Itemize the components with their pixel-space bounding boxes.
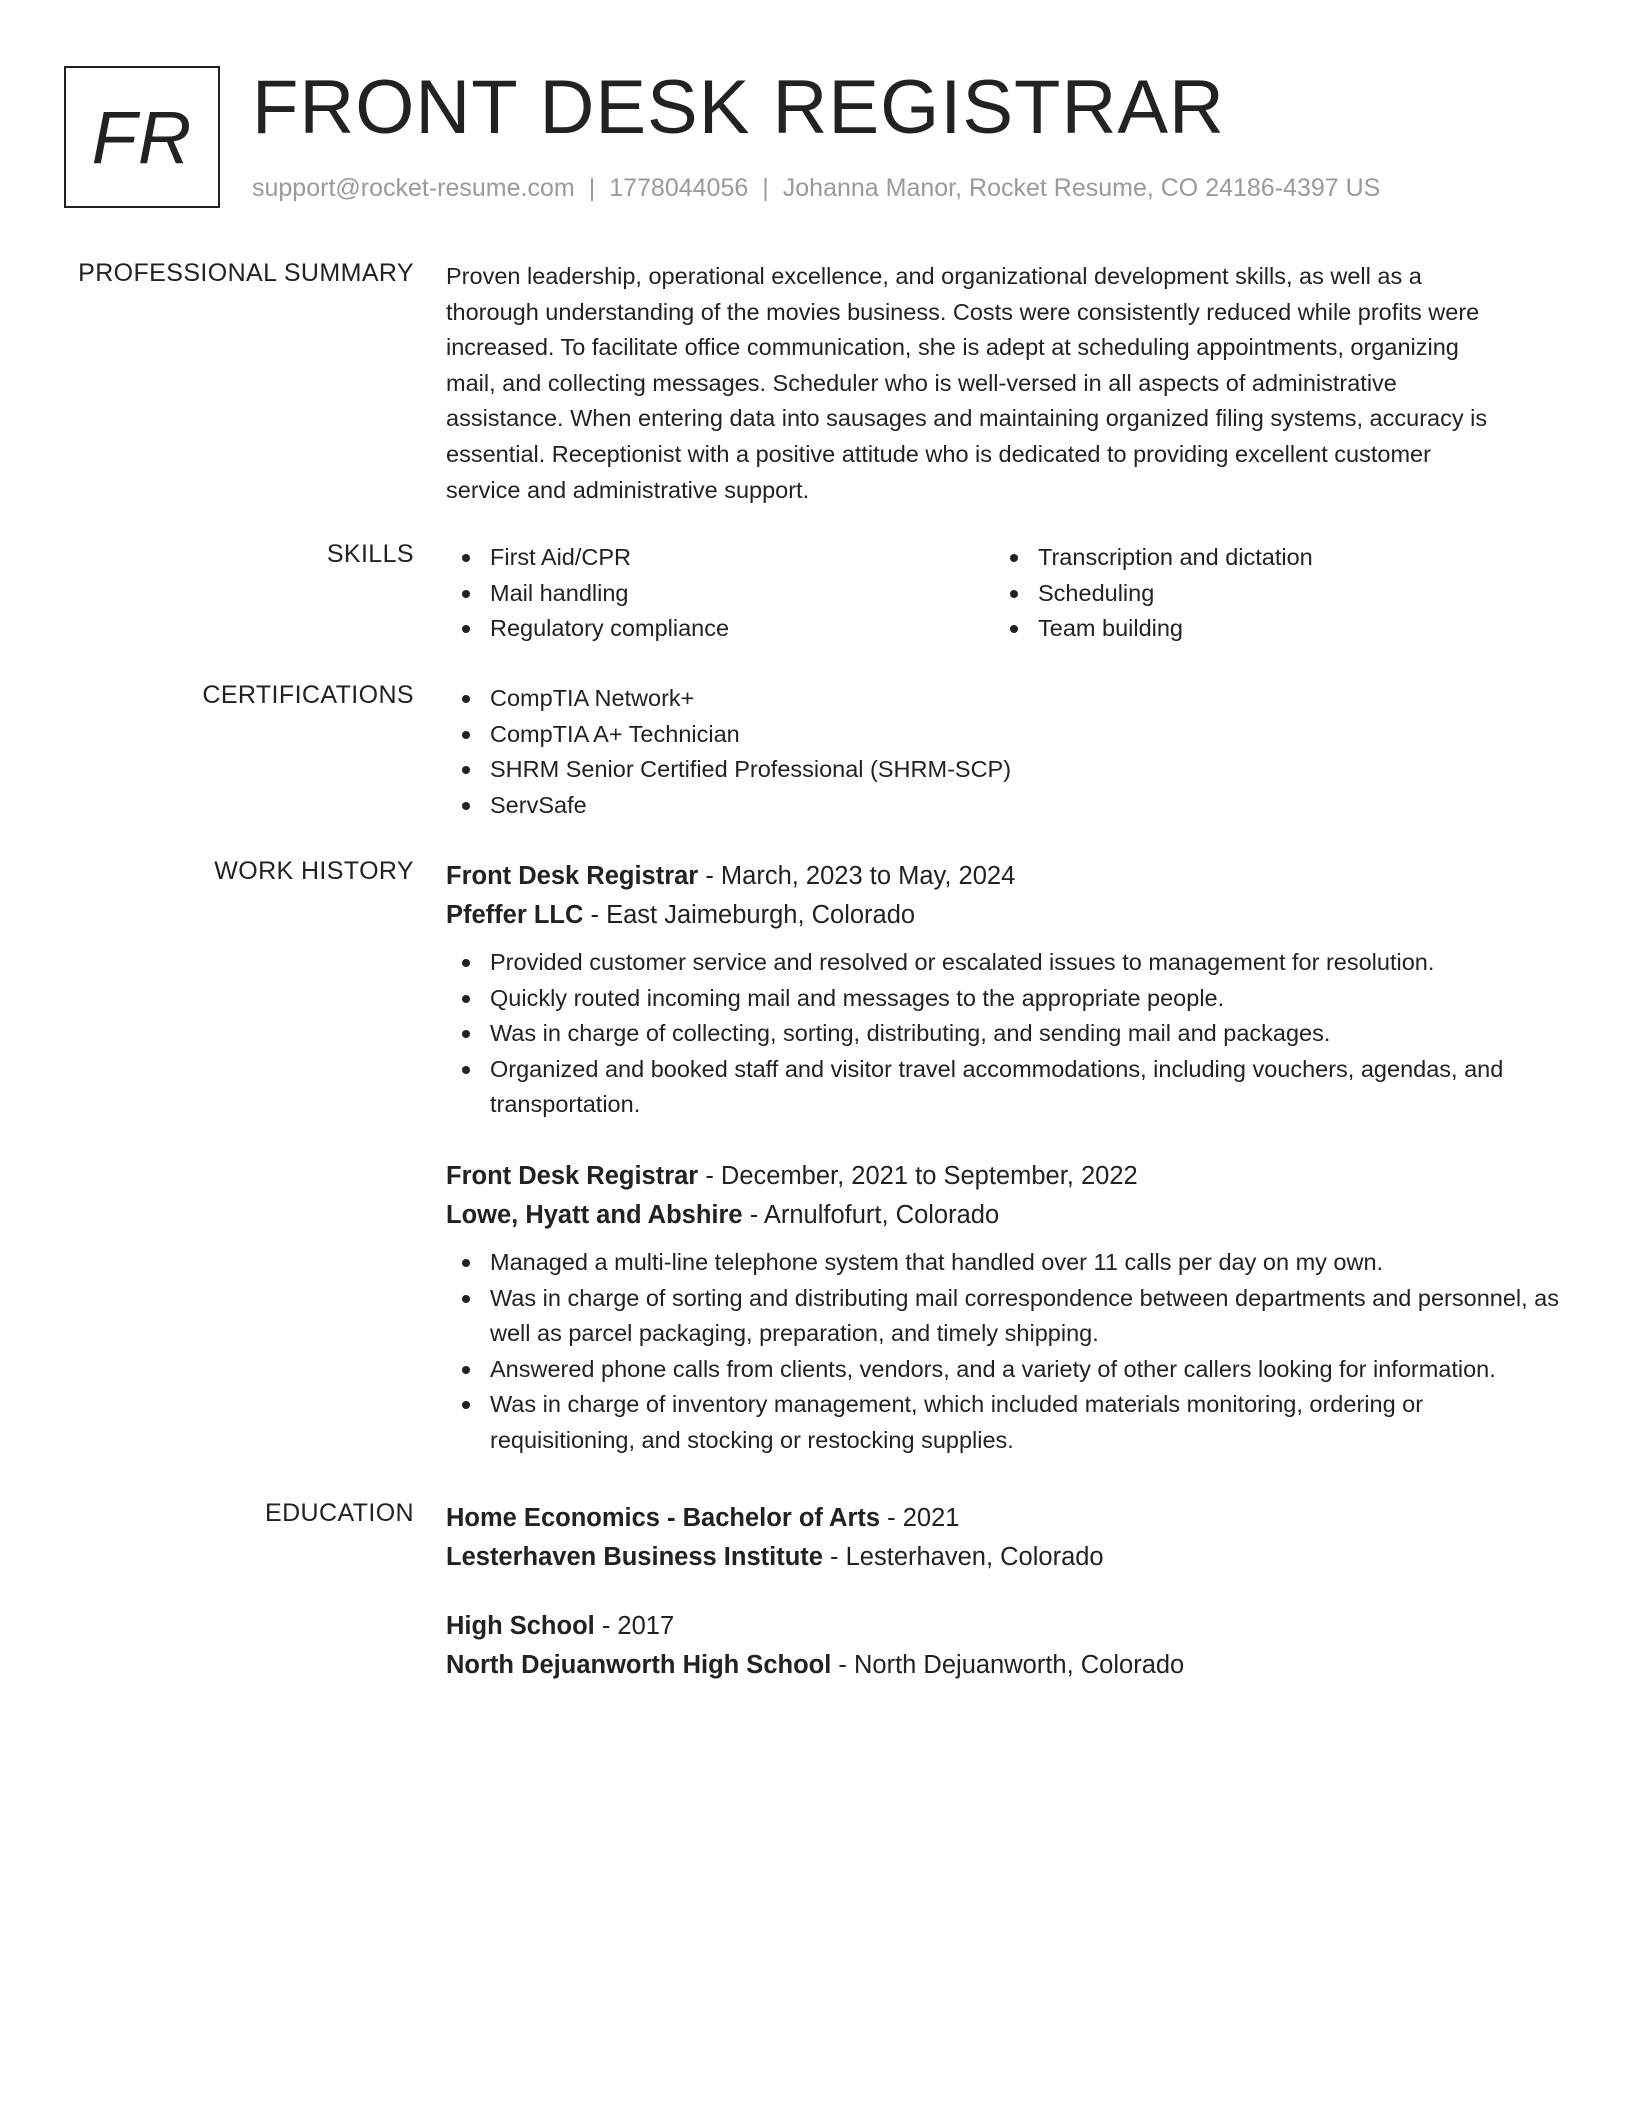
job-duty: Provided customer service and resolved or escalated issues to management for resolution. — [446, 945, 1566, 981]
contact-address: Johanna Manor, Rocket Resume, CO 24186-4397 US — [782, 174, 1381, 202]
page-title: FRONT DESK REGISTRAR — [252, 65, 1225, 150]
education-school-line — [446, 1538, 1566, 1577]
certification-item: SHRM Senior Certified Professional (SHRM-SCP) — [446, 752, 1566, 788]
certification-item: CompTIA A+ Technician — [446, 717, 1566, 753]
education-location: - Lesterhaven, Colorado — [822, 1543, 1104, 1571]
summary-line: thorough understanding of the movies business. Costs were consistently reduced while profits were — [446, 298, 1480, 325]
skills-column-left — [446, 540, 994, 647]
work-history-list — [446, 857, 1566, 1459]
summary-line: assistance. When entering data into sausages and maintaining organized filing systems, accuracy is — [446, 405, 1488, 432]
job-duty: Managed a multi-line telephone system that handled over 11 calls per day on my own. — [446, 1245, 1566, 1281]
section-heading-skills: SKILLS — [326, 540, 414, 568]
skills-column-right — [994, 540, 1542, 647]
summary-line: mail, and collecting messages. Scheduler who is well-versed in all aspects of administrative — [446, 369, 1397, 396]
job-title: Front Desk Registrar — [446, 862, 699, 890]
job-title-line — [446, 857, 1566, 896]
education-list — [446, 1499, 1566, 1685]
section-heading-summary: PROFESSIONAL SUMMARY — [78, 259, 414, 287]
contact-line — [252, 174, 1380, 203]
summary-line: increased. To facilitate office communication, she is adept at scheduling appointments, organizing — [446, 334, 1459, 361]
job-company-line — [446, 896, 1566, 935]
education-degree: High School — [446, 1612, 595, 1640]
education-degree: Home Economics - Bachelor of Arts — [446, 1504, 881, 1532]
contact-phone[interactable]: 1778044056 — [609, 174, 749, 202]
skills-list — [446, 540, 1566, 647]
job-title: Front Desk Registrar — [446, 1161, 699, 1190]
skill-item: Scheduling — [994, 576, 1542, 612]
contact-separator: | — [762, 174, 769, 202]
education-degree-line — [446, 1607, 1566, 1646]
job-location: - Arnulfofurt, Colorado — [742, 1200, 1000, 1229]
resume-header — [64, 66, 1568, 208]
section-heading-work-history: WORK HISTORY — [214, 857, 414, 885]
job-company-line — [446, 1196, 1566, 1235]
job-dates: - December, 2021 to September, 2022 — [698, 1161, 1138, 1190]
education-degree-line — [446, 1499, 1566, 1538]
contact-separator: | — [588, 174, 596, 202]
skill-item: Transcription and dictation — [994, 540, 1542, 576]
job-duties — [446, 1245, 1566, 1459]
skill-item: First Aid/CPR — [446, 540, 994, 576]
education-school: North Dejuanworth High School — [446, 1651, 832, 1679]
job-company: Lowe, Hyatt and Abshire — [446, 1200, 743, 1229]
job-entry — [446, 1157, 1566, 1459]
job-duty: Was in charge of sorting and distributing mail correspondence between departments and personnel, as well as parcel packaging, preparation, and timely shipping. — [446, 1281, 1566, 1352]
job-duty: Answered phone calls from clients, vendors, and a variety of other callers looking for information. — [446, 1352, 1566, 1388]
job-duties — [446, 945, 1566, 1123]
education-year: - 2017 — [594, 1612, 675, 1640]
summary-line: Proven leadership, operational excellence, and organizational development skills, as well as a — [446, 263, 1422, 289]
education-entry — [446, 1499, 1566, 1577]
job-location: - East Jaimeburgh, Colorado — [583, 901, 916, 929]
job-duty: Quickly routed incoming mail and messages to the appropriate people. — [446, 981, 1566, 1017]
education-school: Lesterhaven Business Institute — [446, 1543, 823, 1571]
summary-line: essential. Receptionist with a positive attitude who is dedicated to providing excellent customer — [446, 440, 1431, 467]
contact-email[interactable]: support@rocket-resume.com — [252, 174, 575, 202]
skill-item: Mail handling — [446, 576, 994, 612]
job-entry — [446, 857, 1566, 1123]
education-location: - North Dejuanworth, Colorado — [831, 1651, 1185, 1679]
certifications-list — [446, 681, 1566, 823]
certification-item: CompTIA Network+ — [446, 681, 1566, 717]
job-company: Pfeffer LLC — [446, 901, 584, 929]
job-dates: - March, 2023 to May, 2024 — [698, 862, 1016, 890]
summary-text — [446, 259, 1566, 508]
certification-item: ServSafe — [446, 788, 1566, 824]
education-entry — [446, 1607, 1566, 1685]
job-duty: Was in charge of inventory management, which included materials monitoring, ordering or requisitioning, and stocking or restocking supplies. — [446, 1387, 1566, 1458]
job-title-line — [446, 1157, 1566, 1196]
summary-line: service and administrative support. — [446, 476, 810, 503]
job-duty: Was in charge of collecting, sorting, distributing, and sending mail and packages. — [446, 1016, 1566, 1052]
job-duty: Organized and booked staff and visitor travel accommodations, including vouchers, agendas, and transportation. — [446, 1052, 1566, 1123]
education-school-line — [446, 1646, 1566, 1685]
education-year: - 2021 — [880, 1504, 960, 1532]
section-heading-certifications: CERTIFICATIONS — [202, 681, 414, 709]
section-heading-education: EDUCATION — [265, 1499, 414, 1527]
skill-item: Team building — [994, 611, 1542, 647]
monogram-logo: FR — [64, 66, 220, 208]
skill-item: Regulatory compliance — [446, 611, 994, 647]
